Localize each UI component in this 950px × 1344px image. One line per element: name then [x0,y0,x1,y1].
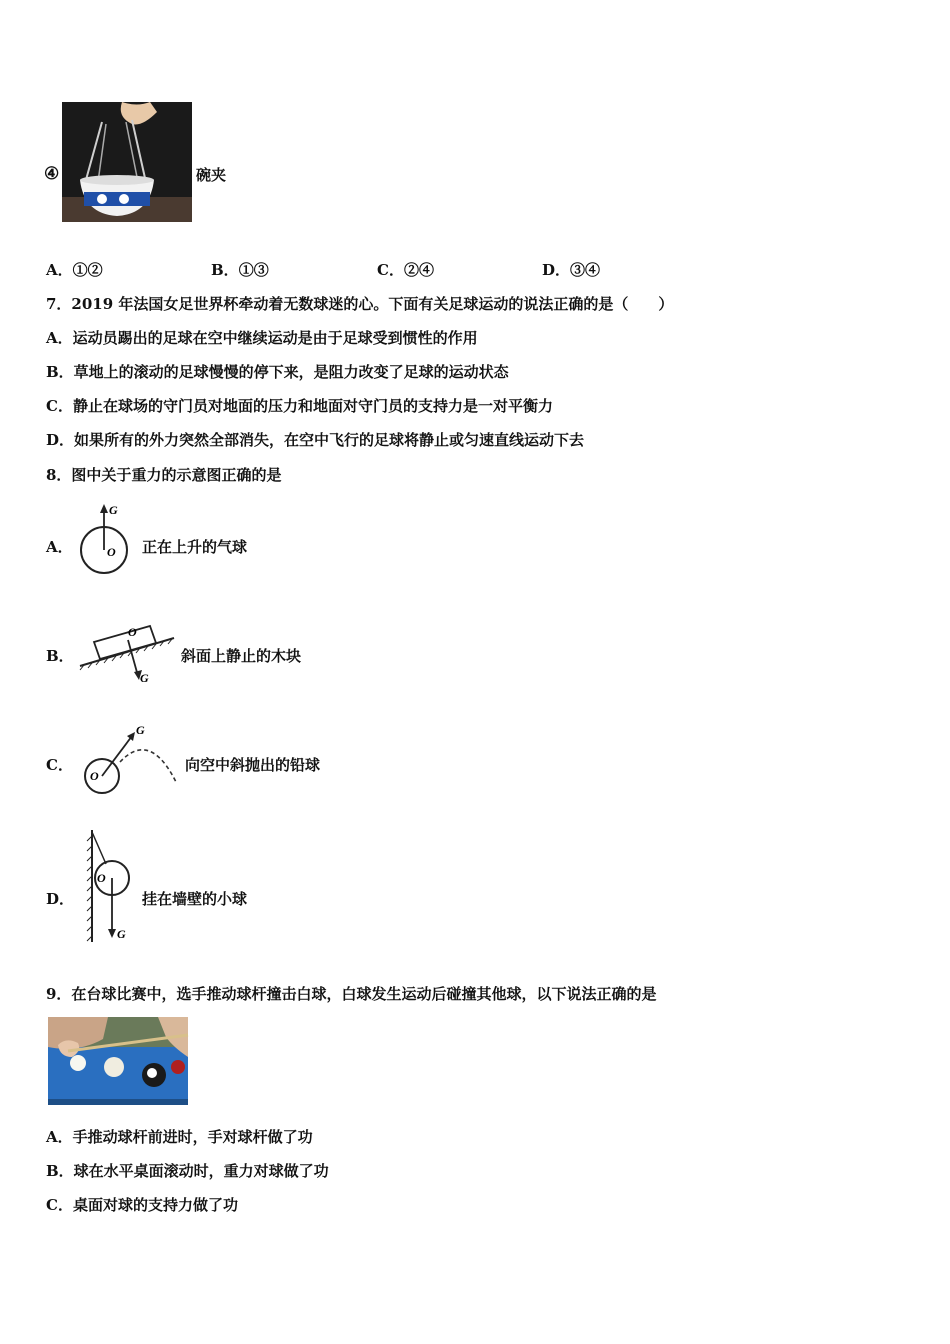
q8-option-b-label[interactable]: B． [46,647,74,665]
q7-option-a[interactable]: A．运动员踢出的足球在空中继续运动是由于足球受到惯性的作用 [46,329,478,347]
incline-block-diagram [78,612,178,684]
q8-option-d-caption: 挂在墙壁的小球 [142,890,248,908]
billiards-photo [48,1017,188,1105]
q7-option-d[interactable]: D．如果所有的外力突然全部消失，在空中飞行的足球将静止或匀速直线运动下去 [46,431,585,449]
q6-option-d[interactable] [542,259,600,280]
q8-option-d-label[interactable]: D． [46,890,75,908]
q9-option-b[interactable]: B．球在水平桌面滚动时，重力对球做了功 [46,1162,329,1180]
force-label: G [117,927,126,941]
center-label: O [128,625,137,639]
shot-put-diagram [80,720,180,796]
q9-stem: 9．在台球比赛中，选手推动球杆撞击白球，白球发生运动后碰撞其他球，以下说法正确的是 [46,985,657,1003]
q7-option-c[interactable]: C．静止在球场的守门员对地面的压力和地面对守门员的支持力是一对平衡力 [46,397,553,415]
balloon-diagram [76,500,136,580]
q7-stem: 7．2019 年法国女足世界杯牵动着无数球迷的心。下面有关足球运动的说法正确的是（ ） [46,295,674,313]
q6-option-c[interactable] [377,259,434,280]
q8-option-a-caption: 正在上升的气球 [142,538,248,556]
q8-option-c-label[interactable]: C． [46,756,73,774]
bowl-clamp-photo [62,102,192,222]
q7-option-b[interactable]: B．草地上的滚动的足球慢慢的停下来，是阻力改变了足球的运动状态 [46,363,509,381]
center-label: O [90,769,99,783]
q8-option-b-caption: 斜面上静止的木块 [181,647,302,665]
q8-option-c-caption: 向空中斜抛出的铅球 [185,756,321,774]
option-text: ①③ [238,261,269,279]
option-label: B． [211,261,239,279]
center-label: O [107,545,116,559]
q6-option-a[interactable] [46,259,103,280]
option-text: ③④ [570,261,601,279]
item4-caption: 碗夹 [196,166,227,184]
force-label: G [140,671,149,685]
hanging-ball-diagram [84,828,140,946]
option-text: ②④ [403,261,434,279]
option-label: D． [542,261,571,279]
item4-marker: ④ [44,164,60,184]
q9-option-c[interactable]: C．桌面对球的支持力做了功 [46,1196,238,1214]
force-label: G [109,503,118,517]
option-label: A． [46,261,73,279]
q6-option-b[interactable] [211,259,269,280]
q8-stem: 8．图中关于重力的示意图正确的是 [46,466,282,484]
q9-option-a[interactable]: A．手推动球杆前进时，手对球杆做了功 [46,1128,313,1146]
center-label: O [97,871,106,885]
force-label: G [136,723,145,737]
q8-option-a-label[interactable]: A． [46,538,73,556]
option-text: ①② [72,261,103,279]
option-label: C． [377,261,404,279]
